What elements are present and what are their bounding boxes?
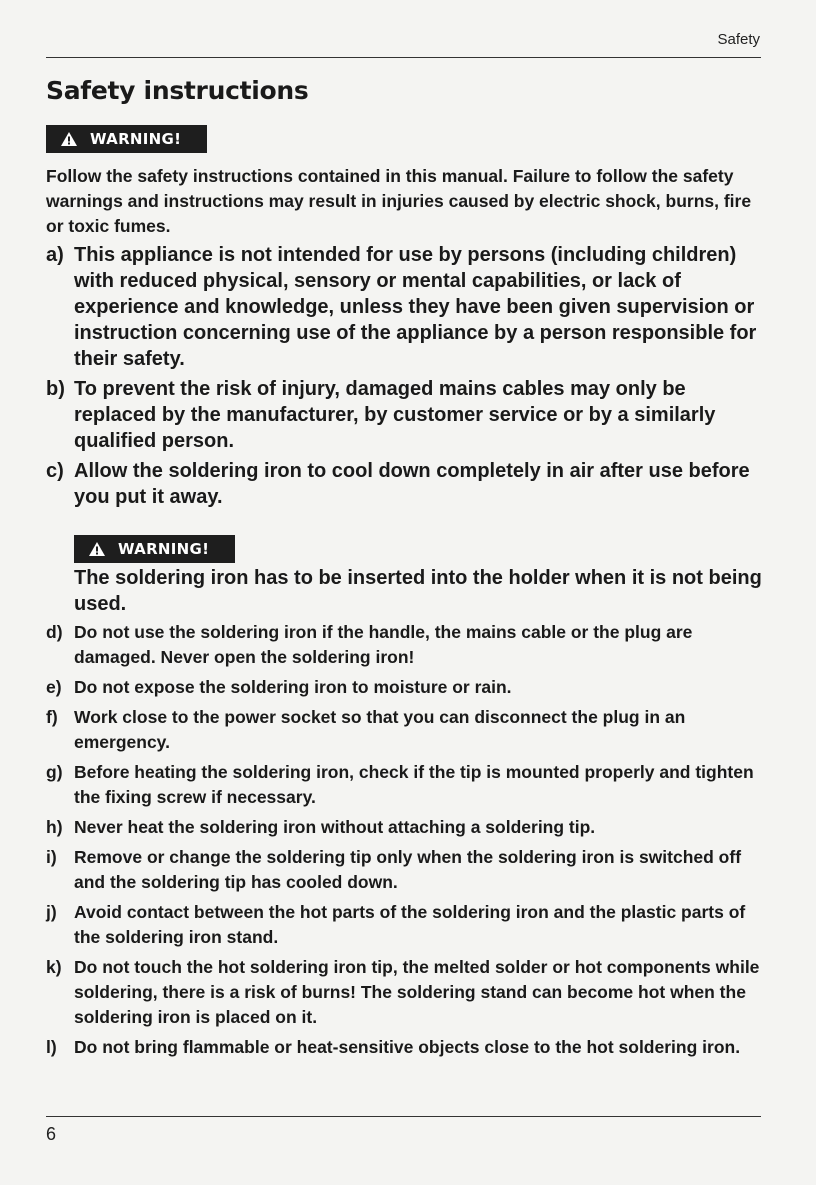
list-item-text: Do not expose the soldering iron to moisture or rain. <box>74 677 512 697</box>
list-item-label: k) <box>46 957 62 977</box>
list-item-text: This appliance is not intended for use by persons (including children) with reduced physical, sensory or mental capabilities, or lack of experience and knowledge, unless they have been given supervision or instruction concerning use of the appliance by a person responsible for their safety. <box>74 244 757 370</box>
list-item <box>46 845 766 895</box>
list-item-text: Do not use the soldering iron if the handle, the mains cable or the plug are damaged. Never open the soldering iron! <box>74 622 693 667</box>
list-item <box>46 955 766 1030</box>
list-item <box>46 1035 766 1060</box>
list-item-label: d) <box>46 622 63 642</box>
list-item-label: a) <box>46 244 64 266</box>
list-item-label: g) <box>46 762 63 782</box>
list-item-text: Remove or change the soldering tip only when the soldering iron is switched off and the soldering tip has cooled down. <box>74 847 742 892</box>
warning-badge-secondary <box>74 535 235 563</box>
warning-badge-label: WARNING! <box>118 540 210 558</box>
list-item-text: Do not bring flammable or heat-sensitive objects close to the hot soldering iron. <box>74 1037 741 1057</box>
list-item-label: h) <box>46 817 63 837</box>
page-title: Safety instructions <box>46 76 309 105</box>
holder-warning: The soldering iron has to be inserted into the holder when it is not being used. <box>74 567 762 615</box>
list-item <box>46 815 766 840</box>
list-item-label: b) <box>46 378 65 400</box>
header-rule <box>46 57 761 58</box>
list-item-text: To prevent the risk of injury, damaged mains cables may only be replaced by the manufacturer, by customer service or by a similarly qualified person. <box>74 378 716 452</box>
list-item-label: i) <box>46 847 57 867</box>
list-item <box>46 705 766 755</box>
list-item <box>46 242 766 372</box>
list-item-text: Allow the soldering iron to cool down completely in air after use before you put it away. <box>74 460 750 508</box>
list-item <box>46 760 766 810</box>
list-item <box>46 458 766 510</box>
list-item-text: Never heat the soldering iron without attaching a soldering tip. <box>74 817 596 837</box>
list-item-text: Do not touch the hot soldering iron tip, the melted solder or hot components while soldering, there is a risk of burns! The soldering stand can become hot when the soldering iron is placed on it. <box>74 957 760 1027</box>
list-item-label: j) <box>46 902 57 922</box>
page-number: 6 <box>46 1124 57 1144</box>
list-item-label: l) <box>46 1037 57 1057</box>
list-item-label: e) <box>46 677 62 697</box>
intro-paragraph: Follow the safety instructions contained in this manual. Failure to follow the safety warnings and instructions may result in injuries caused by electric shock, burns, fire or toxic fumes. <box>46 166 752 236</box>
warning-badge-label: WARNING! <box>90 130 182 148</box>
section-header: Safety <box>717 31 760 48</box>
warning-triangle-icon <box>60 131 78 147</box>
list-item <box>46 620 766 670</box>
list-item-label: f) <box>46 707 58 727</box>
list-item-label: c) <box>46 460 64 482</box>
footer-rule <box>46 1116 761 1117</box>
list-item <box>46 376 766 454</box>
safety-list-more <box>46 620 766 1065</box>
list-item-text: Work close to the power socket so that you can disconnect the plug in an emergency. <box>74 707 686 752</box>
list-item-text: Avoid contact between the hot parts of the soldering iron and the plastic parts of the soldering iron stand. <box>74 902 746 947</box>
list-item <box>46 900 766 950</box>
warning-badge <box>46 125 207 153</box>
list-item <box>46 675 766 700</box>
warning-triangle-icon <box>88 541 106 557</box>
safety-list-main <box>46 242 766 514</box>
list-item-text: Before heating the soldering iron, check if the tip is mounted properly and tighten the fixing screw if necessary. <box>74 762 754 807</box>
